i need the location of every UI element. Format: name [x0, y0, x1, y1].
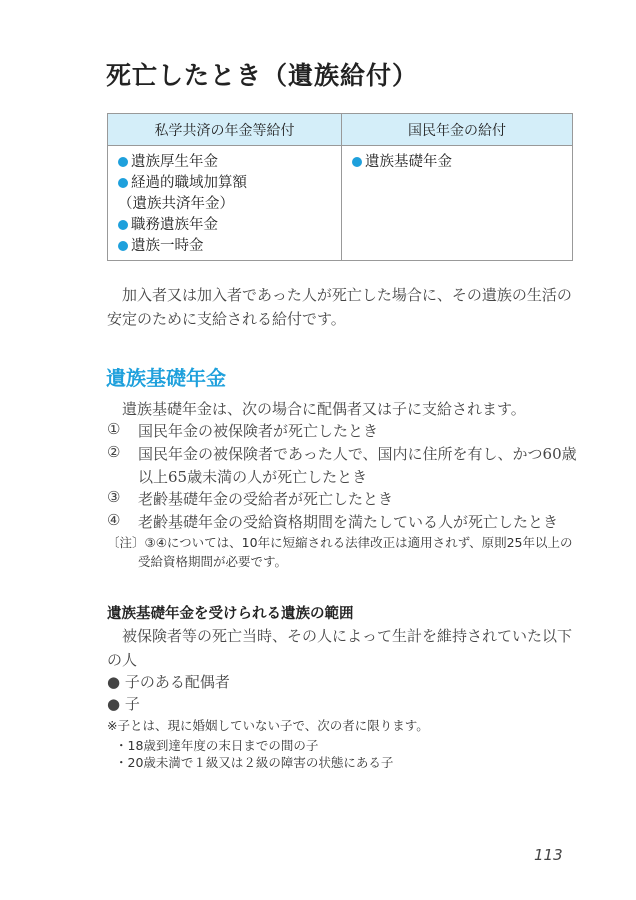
bullet-icon [118, 157, 128, 167]
table-item-text: 遺族厚生年金 [131, 154, 218, 170]
condition-number: ③ [107, 488, 121, 506]
table-item-text: 職務遺族年金 [131, 217, 218, 233]
table-list-item [118, 173, 341, 194]
table-item-text: （遺族共済年金） [118, 196, 234, 212]
condition-number: ④ [107, 511, 121, 529]
table-list-item [118, 236, 341, 257]
scope-text-2: の人 [107, 651, 138, 669]
table-item-text: 遺族基礎年金 [365, 154, 452, 170]
condition-text: 国民年金の被保険者が死亡したとき [138, 422, 379, 440]
bullet-icon [352, 157, 362, 167]
section-heading: 遺族基礎年金 [106, 366, 226, 390]
table-list-item [118, 152, 341, 173]
condition-text: 国民年金の被保険者であった人で、国内に住所を有し、かつ60歳 [138, 445, 577, 463]
table-cell-private-school [108, 146, 341, 260]
scope-sub-item-1: ・18歳到達年度の末日までの間の子 [115, 738, 319, 753]
table-header-national-pension: 国民年金の給付 [342, 114, 572, 146]
intro-line-2: 安定のために支給される給付です。 [107, 310, 346, 328]
scope-bullet-spouse: ● 子のある配偶者 [107, 673, 230, 691]
condition-text: 老齢基礎年金の受給者が死亡したとき [138, 490, 394, 508]
benefits-table [107, 113, 573, 261]
condition-number: ① [107, 420, 121, 438]
condition-text: 老齢基礎年金の受給資格期間を満たしている人が死亡したとき [138, 513, 559, 531]
intro-line-1: 加入者又は加入者であった人が死亡した場合に、その遺族の生活の [107, 286, 572, 304]
table-list-item [118, 215, 341, 236]
bullet-icon [118, 220, 128, 230]
table-header-private-school: 私学共済の年金等給付 [108, 114, 341, 146]
table-list-item [352, 152, 572, 173]
note-line-1: 〔注〕③④については、10年に短縮される法律改正は適用されず、原則25年以上の [107, 535, 573, 550]
table-item-text: 経過的職域加算額 [131, 175, 247, 191]
table-list-item [118, 194, 341, 215]
note-line-2: 受給資格期間が必要です。 [138, 554, 288, 569]
table-item-text: 遺族一時金 [131, 238, 204, 254]
scope-note: ※子とは、現に婚姻していない子で、次の者に限ります。 [107, 718, 429, 733]
scope-bullet-child: ● 子 [107, 695, 140, 713]
page-number: 113 [534, 846, 563, 864]
table-cell-national-pension [342, 146, 572, 260]
scope-heading: 遺族基礎年金を受けられる遺族の範囲 [107, 606, 354, 622]
scope-text-1: 被保険者等の死亡当時、その人によって生計を維持されていた以下 [107, 627, 573, 645]
bullet-icon [118, 241, 128, 251]
bullet-icon [118, 178, 128, 188]
page-title: 死亡したとき（遺族給付） [106, 61, 419, 90]
scope-sub-item-2: ・20歳未満で１級又は２級の障害の状態にある子 [115, 755, 394, 770]
condition-text: 以上65歳未満の人が死亡したとき [138, 468, 368, 486]
section-lead: 遺族基礎年金は、次の場合に配偶者又は子に支給されます。 [107, 400, 526, 418]
condition-number: ② [107, 443, 121, 461]
